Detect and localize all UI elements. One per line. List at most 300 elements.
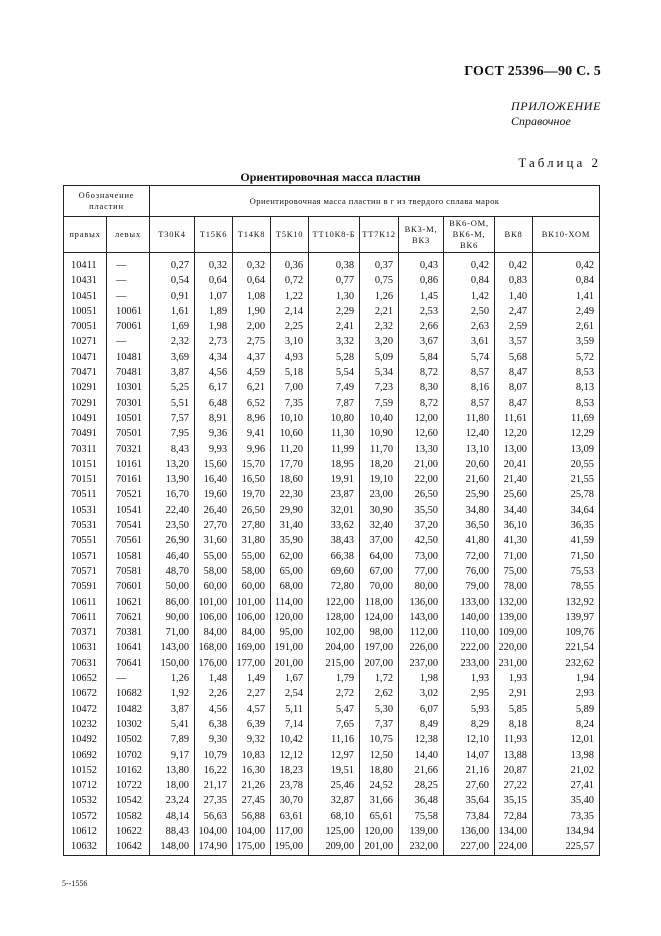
mass-cell: 2,53 [399, 304, 444, 319]
designation-left-cell: 10481 [107, 350, 150, 365]
mass-cell: 31,60 [195, 533, 233, 548]
mass-cell: 68,10 [309, 809, 360, 824]
mass-cell: 27,60 [444, 778, 495, 793]
mass-cell: 13,30 [399, 442, 444, 457]
mass-cell: 0,64 [233, 273, 271, 288]
mass-cell: 19,70 [233, 487, 271, 502]
mass-cell: 31,80 [233, 533, 271, 548]
mass-cell: 78,55 [533, 579, 600, 594]
mass-cell: 1,30 [309, 289, 360, 304]
mass-cell: 10,60 [271, 426, 309, 441]
designation-left-cell: 70581 [107, 564, 150, 579]
mass-cell: 2,91 [495, 686, 533, 701]
designation-left-cell: 70061 [107, 319, 150, 334]
mass-cell: 2,27 [233, 686, 271, 701]
appendix-title: ПРИЛОЖЕНИЕ [511, 99, 601, 113]
mass-cell: 27,35 [195, 793, 233, 808]
mass-cell: 0,75 [360, 273, 399, 288]
mass-cell: 8,07 [495, 380, 533, 395]
mass-cell: 75,53 [533, 564, 600, 579]
mass-cell: 55,00 [195, 549, 233, 564]
mass-cell: 2,72 [309, 686, 360, 701]
mass-cell: 2,93 [533, 686, 600, 701]
mass-cell: 12,97 [309, 748, 360, 763]
mass-cell: 75,58 [399, 809, 444, 824]
mass-cell: 5,89 [533, 702, 600, 717]
mass-cell: 26,50 [399, 487, 444, 502]
mass-cell: 5,41 [150, 717, 195, 732]
mass-cell: 33,62 [309, 518, 360, 533]
mass-cell: 21,60 [444, 472, 495, 487]
table-row [64, 487, 600, 502]
mass-cell: 71,00 [150, 625, 195, 640]
mass-cell: 1,89 [195, 304, 233, 319]
mass-cell: 73,35 [533, 809, 600, 824]
mass-cell: 7,35 [271, 396, 309, 411]
mass-cell: 201,00 [271, 656, 309, 671]
mass-cell: 31,66 [360, 793, 399, 808]
mass-cell: 2,63 [444, 319, 495, 334]
mass-cell: 60,00 [195, 579, 233, 594]
mass-cell: 1,42 [444, 289, 495, 304]
mass-cell: 6,48 [195, 396, 233, 411]
mass-cell: 36,35 [533, 518, 600, 533]
mass-cell: 17,70 [271, 457, 309, 472]
mass-cell: 23,87 [309, 487, 360, 502]
mass-cell: 35,40 [533, 793, 600, 808]
table-row [64, 365, 600, 380]
mass-cell: 88,43 [150, 824, 195, 839]
designation-left-cell: 10621 [107, 595, 150, 610]
mass-cell: 11,80 [444, 411, 495, 426]
mass-cell: 1,48 [195, 671, 233, 686]
designation-right-cell: 70491 [64, 426, 107, 441]
mass-cell: 1,45 [399, 289, 444, 304]
mass-cell: 12,29 [533, 426, 600, 441]
grade-header: ВК10-ХОМ [533, 217, 600, 253]
designation-left-cell: 70621 [107, 610, 150, 625]
mass-cell: 21,02 [533, 763, 600, 778]
mass-cell: 8,13 [533, 380, 600, 395]
mass-cell: 18,60 [271, 472, 309, 487]
grade-header: ВК6-ОМ, ВК6-М, ВК6 [444, 217, 495, 253]
mass-cell: 110,00 [444, 625, 495, 640]
table-row [64, 457, 600, 472]
mass-cell: 10,42 [271, 732, 309, 747]
mass-cell: 2,32 [360, 319, 399, 334]
mass-cell: 1,49 [233, 671, 271, 686]
mass-cell: 174,90 [195, 839, 233, 855]
designation-left-cell: 10702 [107, 748, 150, 763]
mass-cell: 36,10 [495, 518, 533, 533]
mass-cell: 221,54 [533, 640, 600, 655]
mass-cell: 177,00 [233, 656, 271, 671]
mass-cell: 13,88 [495, 748, 533, 763]
mass-cell: 16,22 [195, 763, 233, 778]
designation-right-cell: 10471 [64, 350, 107, 365]
mass-cell: 5,51 [150, 396, 195, 411]
mass-cell: 32,01 [309, 503, 360, 518]
designation-right-cell: 70371 [64, 625, 107, 640]
mass-cell: 67,00 [360, 564, 399, 579]
table-row [64, 503, 600, 518]
designation-right-cell: 70151 [64, 472, 107, 487]
mass-cell: 5,85 [495, 702, 533, 717]
mass-cell: 2,26 [195, 686, 233, 701]
mass-cell: 2,25 [271, 319, 309, 334]
designation-left-cell: 10502 [107, 732, 150, 747]
mass-cell: 10,75 [360, 732, 399, 747]
grade-header: ТТ10К8-Б [309, 217, 360, 253]
designation-right-cell: 10572 [64, 809, 107, 824]
mass-cell: 37,20 [399, 518, 444, 533]
mass-cell: 2,61 [533, 319, 600, 334]
mass-cell: 13,80 [150, 763, 195, 778]
grade-header: Т30К4 [150, 217, 195, 253]
mass-cell: 13,00 [495, 442, 533, 457]
mass-cell: 6,39 [233, 717, 271, 732]
mass-cell: 11,16 [309, 732, 360, 747]
designation-right-cell: 10692 [64, 748, 107, 763]
designation-right-cell: 10472 [64, 702, 107, 717]
mass-cell: 23,78 [271, 778, 309, 793]
mass-cell: 128,00 [309, 610, 360, 625]
appendix-subtitle: Справочное [511, 114, 571, 128]
mass-cell: 0,64 [195, 273, 233, 288]
designation-right-cell: 10152 [64, 763, 107, 778]
mass-cell: 12,60 [399, 426, 444, 441]
designation-right-cell: 10532 [64, 793, 107, 808]
mass-cell: 9,32 [233, 732, 271, 747]
mass-cell: 34,80 [444, 503, 495, 518]
mass-cell: 5,93 [444, 702, 495, 717]
mass-cell: 32,87 [309, 793, 360, 808]
mass-cell: 41,30 [495, 533, 533, 548]
mass-cell: 7,23 [360, 380, 399, 395]
mass-cell: 10,79 [195, 748, 233, 763]
table-label: Таблица 2 [518, 155, 601, 170]
mass-cell: 84,00 [195, 625, 233, 640]
mass-cell: 224,00 [495, 839, 533, 855]
mass-cell: 139,00 [399, 824, 444, 839]
mass-cell: 29,90 [271, 503, 309, 518]
mass-cell: 133,00 [444, 595, 495, 610]
mass-cell: 10,83 [233, 748, 271, 763]
designation-right-cell: 10531 [64, 503, 107, 518]
mass-cell: 14,40 [399, 748, 444, 763]
mass-cell: 1,69 [150, 319, 195, 334]
designation-left-cell: 70161 [107, 472, 150, 487]
mass-cell: 11,70 [360, 442, 399, 457]
mass-cell: 233,00 [444, 656, 495, 671]
mass-cell: 1,40 [495, 289, 533, 304]
mass-cell: 1,79 [309, 671, 360, 686]
mass-cell: 2,47 [495, 304, 533, 319]
mass-cell: 1,07 [195, 289, 233, 304]
mass-cell: 6,07 [399, 702, 444, 717]
designation-right-cell: 70051 [64, 319, 107, 334]
col-right-header: правых [64, 217, 107, 253]
mass-cell: 71,00 [495, 549, 533, 564]
mass-cell: 5,74 [444, 350, 495, 365]
mass-cell: 117,00 [271, 824, 309, 839]
mass-cell: 1,08 [233, 289, 271, 304]
mass-cell: 0,32 [233, 253, 271, 274]
mass-cell: 22,30 [271, 487, 309, 502]
mass-cell: 134,00 [495, 824, 533, 839]
mass-cell: 35,64 [444, 793, 495, 808]
mass-cell: 215,00 [309, 656, 360, 671]
mass-cell: 4,34 [195, 350, 233, 365]
mass-cell: 3,02 [399, 686, 444, 701]
mass-cell: 65,61 [360, 809, 399, 824]
grade-header: ВК8 [495, 217, 533, 253]
mass-cell: 58,00 [195, 564, 233, 579]
mass-table [63, 185, 600, 856]
table-row [64, 319, 600, 334]
mass-cell: 12,40 [444, 426, 495, 441]
table-title: Ориентировочная масса пластин [240, 170, 421, 184]
designation-left-cell: 70521 [107, 487, 150, 502]
mass-cell: 11,93 [495, 732, 533, 747]
mass-cell: 32,40 [360, 518, 399, 533]
mass-cell: 26,50 [233, 503, 271, 518]
mass-cell: 1,67 [271, 671, 309, 686]
mass-cell: 231,00 [495, 656, 533, 671]
mass-cell: 21,17 [195, 778, 233, 793]
mass-cell: 104,00 [233, 824, 271, 839]
mass-cell: 2,14 [271, 304, 309, 319]
mass-cell: 3,20 [360, 334, 399, 349]
mass-cell: 8,53 [533, 396, 600, 411]
table-row [64, 304, 600, 319]
designation-left-cell: 70321 [107, 442, 150, 457]
mass-cell: 21,16 [444, 763, 495, 778]
designation-right-cell: 10631 [64, 640, 107, 655]
mass-cell: 226,00 [399, 640, 444, 655]
designation-left-cell: — [107, 273, 150, 288]
mass-cell: 168,00 [195, 640, 233, 655]
mass-cell: 12,38 [399, 732, 444, 747]
mass-cell: 0,43 [399, 253, 444, 274]
mass-cell: 132,92 [533, 595, 600, 610]
mass-cell: 8,47 [495, 396, 533, 411]
mass-cell: 48,70 [150, 564, 195, 579]
mass-cell: 56,63 [195, 809, 233, 824]
mass-cell: 16,30 [233, 763, 271, 778]
mass-cell: 0,54 [150, 273, 195, 288]
designation-left-cell: — [107, 671, 150, 686]
designation-left-cell: 10642 [107, 839, 150, 855]
mass-cell: 0,27 [150, 253, 195, 274]
mass-cell: 64,00 [360, 549, 399, 564]
mass-cell: 79,00 [444, 579, 495, 594]
table-row [64, 824, 600, 839]
designation-left-cell: 70601 [107, 579, 150, 594]
mass-cell: 109,00 [495, 625, 533, 640]
designation-right-cell: 10271 [64, 334, 107, 349]
mass-cell: 0,83 [495, 273, 533, 288]
mass-cell: 20,55 [533, 457, 600, 472]
grade-header: Т14К8 [233, 217, 271, 253]
mass-cell: 0,36 [271, 253, 309, 274]
designation-right-cell: 10611 [64, 595, 107, 610]
mass-cell: 8,49 [399, 717, 444, 732]
mass-cell: 34,40 [495, 503, 533, 518]
mass-cell: 101,00 [195, 595, 233, 610]
mass-cell: 11,69 [533, 411, 600, 426]
mass-cell: 2,32 [150, 334, 195, 349]
mass-cell: 1,26 [360, 289, 399, 304]
mass-cell: 0,38 [309, 253, 360, 274]
table-row [64, 717, 600, 732]
mass-cell: 0,86 [399, 273, 444, 288]
grade-header: Т15К6 [195, 217, 233, 253]
mass-cell: 220,00 [495, 640, 533, 655]
mass-cell: 18,80 [360, 763, 399, 778]
mass-cell: 21,26 [233, 778, 271, 793]
mass-cell: 21,00 [399, 457, 444, 472]
mass-cell: 9,30 [195, 732, 233, 747]
mass-cell: 72,80 [309, 579, 360, 594]
mass-cell: 222,00 [444, 640, 495, 655]
mass-cell: 14,07 [444, 748, 495, 763]
mass-cell: 2,00 [233, 319, 271, 334]
mass-cell: 4,59 [233, 365, 271, 380]
mass-cell: 7,49 [309, 380, 360, 395]
mass-cell: 9,93 [195, 442, 233, 457]
mass-cell: 4,57 [233, 702, 271, 717]
mass-cell: 5,25 [150, 380, 195, 395]
mass-cell: 1,93 [495, 671, 533, 686]
table-row [64, 472, 600, 487]
mass-cell: 23,24 [150, 793, 195, 808]
designation-right-cell: 10632 [64, 839, 107, 855]
page-header-code: ГОСТ 25396—90 С. 5 [464, 64, 601, 79]
table-row [64, 334, 600, 349]
mass-cell: 8,16 [444, 380, 495, 395]
mass-cell: 0,84 [444, 273, 495, 288]
mass-cell: 16,70 [150, 487, 195, 502]
mass-cell: 25,60 [495, 487, 533, 502]
mass-cell: 65,00 [271, 564, 309, 579]
mass-cell: 12,50 [360, 748, 399, 763]
mass-cell: 201,00 [360, 839, 399, 855]
mass-cell: 0,77 [309, 273, 360, 288]
mass-cell: 27,45 [233, 793, 271, 808]
mass-cell: 12,10 [444, 732, 495, 747]
mass-cell: 5,28 [309, 350, 360, 365]
designation-right-cell: 70291 [64, 396, 107, 411]
mass-cell: 101,00 [233, 595, 271, 610]
mass-cell: 2,75 [233, 334, 271, 349]
designation-left-cell: 70301 [107, 396, 150, 411]
designation-left-cell: — [107, 289, 150, 304]
grade-header: ВК3-М, ВК3 [399, 217, 444, 253]
mass-cell: 0,42 [444, 253, 495, 274]
mass-cell: 118,00 [360, 595, 399, 610]
mass-cell: 8,57 [444, 396, 495, 411]
mass-cell: 31,40 [271, 518, 309, 533]
mass-cell: 16,50 [233, 472, 271, 487]
mass-cell: 175,00 [233, 839, 271, 855]
mass-cell: 7,57 [150, 411, 195, 426]
table-body [64, 253, 600, 856]
designation-left-cell: 10722 [107, 778, 150, 793]
mass-cell: 6,17 [195, 380, 233, 395]
table-row [64, 533, 600, 548]
designation-left-cell: 70561 [107, 533, 150, 548]
col-left-header: левых [107, 217, 150, 253]
grade-header: ТТ7К12 [360, 217, 399, 253]
footer-code: 5--1556 [62, 879, 88, 888]
table-row [64, 763, 600, 778]
mass-cell: 3,59 [533, 334, 600, 349]
designation-right-cell: 70611 [64, 610, 107, 625]
designation-left-cell: 10301 [107, 380, 150, 395]
mass-cell: 232,62 [533, 656, 600, 671]
mass-cell: 2,54 [271, 686, 309, 701]
designation-right-cell: 10411 [64, 253, 107, 274]
mass-cell: 19,51 [309, 763, 360, 778]
designation-right-cell: 10492 [64, 732, 107, 747]
mass-cell: 41,59 [533, 533, 600, 548]
mass-cell: 227,00 [444, 839, 495, 855]
mass-cell: 1,92 [150, 686, 195, 701]
mass-cell: 9,96 [233, 442, 271, 457]
mass-cell: 169,00 [233, 640, 271, 655]
table-row [64, 442, 600, 457]
mass-cell: 1,41 [533, 289, 600, 304]
mass-cell: 148,00 [150, 839, 195, 855]
mass-cell: 8,96 [233, 411, 271, 426]
mass-cell: 232,00 [399, 839, 444, 855]
designation-left-cell: 70501 [107, 426, 150, 441]
mass-cell: 3,87 [150, 365, 195, 380]
mass-cell: 72,00 [444, 549, 495, 564]
designation-right-cell: 70311 [64, 442, 107, 457]
mass-cell: 140,00 [444, 610, 495, 625]
mass-cell: 68,00 [271, 579, 309, 594]
mass-cell: 18,20 [360, 457, 399, 472]
mass-cell: 114,00 [271, 595, 309, 610]
mass-cell: 7,89 [150, 732, 195, 747]
mass-cell: 18,23 [271, 763, 309, 778]
mass-cell: 56,88 [233, 809, 271, 824]
table-row [64, 273, 600, 288]
table-row [64, 411, 600, 426]
mass-cell: 25,90 [444, 487, 495, 502]
mass-cell: 8,53 [533, 365, 600, 380]
mass-cell: 23,00 [360, 487, 399, 502]
mass-cell: 15,70 [233, 457, 271, 472]
mass-cell: 73,00 [399, 549, 444, 564]
designation-right-cell: 10431 [64, 273, 107, 288]
designation-right-cell: 70631 [64, 656, 107, 671]
table-row [64, 350, 600, 365]
mass-cell: 3,69 [150, 350, 195, 365]
mass-cell: 35,90 [271, 533, 309, 548]
mass-cell: 1,93 [444, 671, 495, 686]
mass-cell: 112,00 [399, 625, 444, 640]
mass-cell: 76,00 [444, 564, 495, 579]
mass-cell: 3,57 [495, 334, 533, 349]
mass-cell: 28,25 [399, 778, 444, 793]
designation-left-cell: 10542 [107, 793, 150, 808]
mass-cell: 7,95 [150, 426, 195, 441]
mass-cell: 1,22 [271, 289, 309, 304]
mass-cell: 19,60 [195, 487, 233, 502]
